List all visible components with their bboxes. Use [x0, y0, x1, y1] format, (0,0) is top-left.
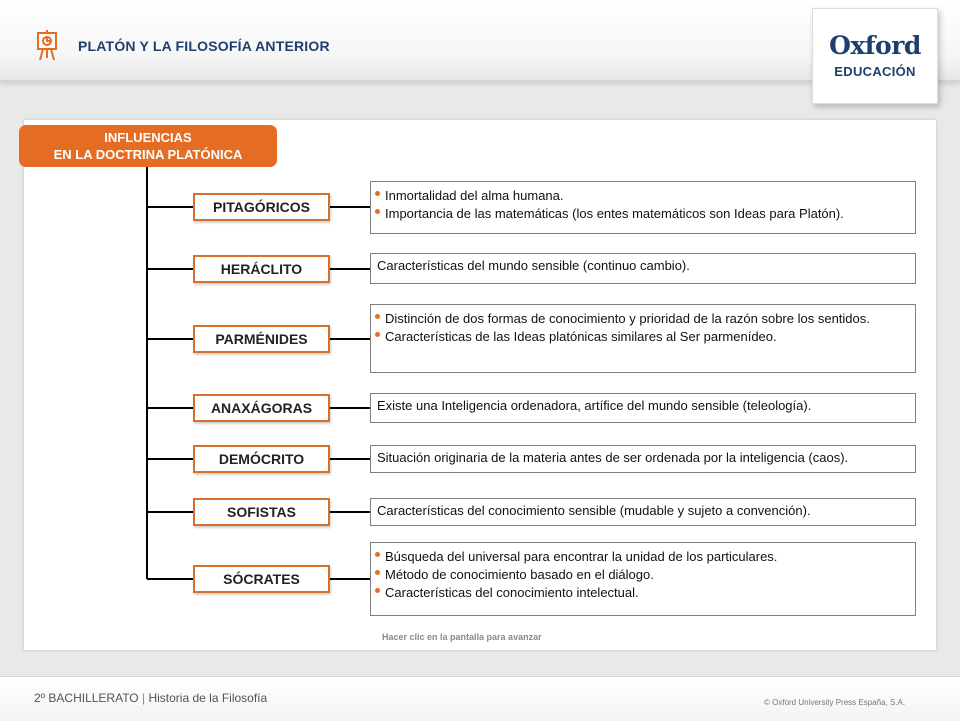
root-title-line2: EN LA DOCTRINA PLATÓNICA: [53, 147, 243, 162]
branch-sofistas: SOFISTAS: [193, 498, 330, 526]
footer-separator: |: [142, 691, 146, 705]
bullet-dot: [375, 209, 380, 214]
logo-brand-name: Oxford: [829, 31, 921, 60]
desc-sofistas: Características del conocimiento sensible (mudable y sujeto a convención).: [370, 498, 916, 526]
diagram-root-box: [19, 125, 277, 167]
page-title: PLATÓN Y LA FILOSOFÍA ANTERIOR: [78, 38, 330, 54]
list-item: Inmortalidad del alma humana.: [375, 188, 909, 204]
branch-parmenides: PARMÉNIDES: [193, 325, 330, 353]
footer-course: 2º BACHILLERATO: [34, 691, 139, 705]
bullet-dot: [375, 588, 380, 593]
branch-socrates: SÓCRATES: [193, 565, 330, 593]
branch-pitagoricos: PITAGÓRICOS: [193, 193, 330, 221]
desc-pitagoricos: [370, 181, 916, 234]
branch-anaxagoras: ANAXÁGORAS: [193, 394, 330, 422]
list-item: Importancia de las matemáticas (los entes matemáticos son Ideas para Platón).: [375, 206, 909, 222]
desc-democrito: Situación originaria de la materia antes de ser ordenada por la inteligencia (caos).: [370, 445, 916, 473]
bullet-dot: [375, 314, 380, 319]
branch-heraclito: HERÁCLITO: [193, 255, 330, 283]
desc-anaxagoras: Existe una Inteligencia ordenadora, artífice del mundo sensible (teleología).: [370, 393, 916, 423]
branch-democrito: DEMÓCRITO: [193, 445, 330, 473]
bullet-dot: [375, 191, 380, 196]
desc-parmenides: [370, 304, 916, 373]
list-item: Búsqueda del universal para encontrar la unidad de los particulares.: [375, 549, 909, 565]
list-item: Características del conocimiento intelectual.: [375, 585, 909, 601]
advance-hint: Hacer clic en la pantalla para avanzar: [382, 632, 542, 642]
bullet-dot: [375, 552, 380, 557]
logo-brand-sub: EDUCACIÓN: [834, 64, 916, 79]
footer-copyright: © Oxford University Press España, S.A.: [764, 698, 906, 707]
footer-course-info: [34, 691, 267, 705]
list-item: Método de conocimiento basado en el diálogo.: [375, 567, 909, 583]
root-title-line1: INFLUENCIAS: [104, 130, 192, 145]
bullet-dot: [375, 332, 380, 337]
desc-heraclito: Características del mundo sensible (continuo cambio).: [370, 253, 916, 284]
bullet-dot: [375, 570, 380, 575]
footer-subject: Historia de la Filosofía: [148, 691, 268, 705]
desc-socrates: [370, 542, 916, 616]
list-item: Características de las Ideas platónicas similares al Ser parmenídeo.: [375, 329, 909, 345]
list-item: Distinción de dos formas de conocimiento y prioridad de la razón sobre los sentidos.: [375, 311, 909, 327]
